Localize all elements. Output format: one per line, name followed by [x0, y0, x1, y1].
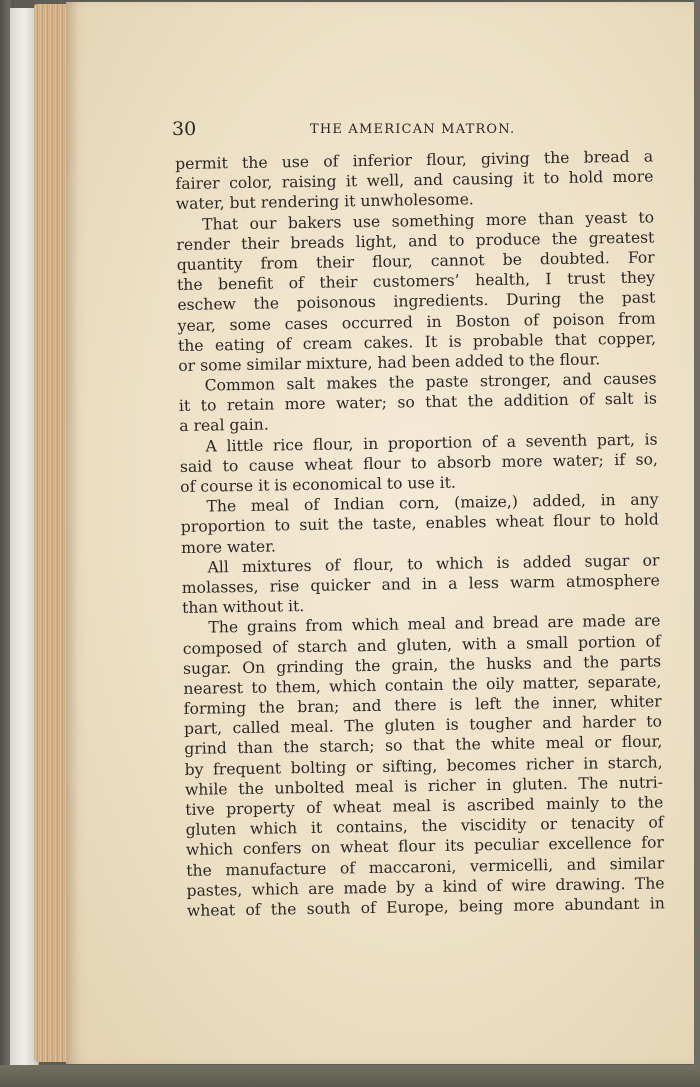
- text-line: quantity from their flour, cannot be doubted. For: [176, 248, 655, 274]
- text-line: Common salt makes the paste stronger, and causes: [204, 369, 657, 395]
- text-line: gluten which it contains, the viscidity or tenacity of: [185, 813, 664, 840]
- text-line: nearest to them, which contain the oily matter, separate,: [183, 672, 662, 698]
- cover-edge: [694, 0, 700, 1087]
- text-line: permit the use of inferior flour, giving the bread a: [175, 147, 654, 173]
- page-number: 30: [172, 118, 197, 140]
- text-line: wheat of the south of Europe, being more abundant in: [186, 894, 665, 920]
- text-line: forming the bran; and there is left the inner, whiter: [183, 692, 662, 718]
- text-line: of course it is economical to use it.: [180, 473, 457, 496]
- text-line: while the unbolted meal is richer in gluten. The nutri-: [184, 773, 664, 799]
- text-line: tive property of wheat meal is ascribed mainly to the: [185, 793, 664, 819]
- text-line: a real gain.: [179, 415, 269, 436]
- text-line: the manufacture of maccaroni, vermicelli, and similar: [186, 853, 665, 880]
- text-line: pastes, which are made by a kind of wire drawing. The: [186, 874, 665, 900]
- text-line: fairer color, raising it well, and causing it to hold more: [175, 167, 654, 194]
- text-line: it to retain more water; so that the addition of salt is: [178, 389, 658, 416]
- body-text: [175, 146, 665, 921]
- text-line: molasses, rise quicker and in a less warm atmosphere: [181, 571, 660, 597]
- text-line: year, some cases occurred in Boston of poison from: [177, 308, 656, 335]
- text-line: or some similar mixture, had been added to the flour.: [178, 350, 601, 375]
- text-line: A little rice flour, in proportion of a seventh part, is: [205, 430, 658, 456]
- text-line: than without it.: [181, 597, 305, 618]
- text-line: which confers on wheat flour its peculiar excellence for: [185, 833, 665, 860]
- text-line: more water.: [181, 537, 276, 557]
- running-title: THE AMERICAN MATRON.: [310, 122, 516, 137]
- text-line: part, called meal. The gluten is tougher and harder to: [183, 712, 663, 739]
- page-header: [172, 118, 650, 144]
- text-line: by frequent bolting or sifting, becomes richer in starch,: [184, 753, 663, 779]
- text-line: The meal of Indian corn, (maize,) added, in any: [206, 490, 659, 516]
- text-line: proportion to suit the taste, enables wheat flour to hold: [180, 510, 659, 537]
- text-line: The grains from which meal and bread are made are: [208, 611, 661, 637]
- cover-bottom: [0, 1065, 700, 1087]
- text-line: eschew the poisonous ingredients. During the past: [177, 288, 656, 315]
- text-line: All mixtures of flour, to which is added sugar or: [207, 551, 660, 577]
- text-line: the eating of cream cakes. It is probable that copper,: [177, 329, 657, 355]
- text-line: grind than the starch; so that the white meal or flour,: [184, 732, 663, 759]
- text-line: said to cause wheat flour to absorb more water; if so,: [179, 450, 658, 476]
- text-line: composed of starch and gluten, with a small portion of: [182, 631, 661, 658]
- text-line: the benefit of their customers’ health, I trust they: [176, 268, 656, 295]
- text-line: water, but rendering it unwholesome.: [175, 190, 474, 214]
- text-line: render their breads light, and to produce the greatest: [176, 228, 655, 254]
- text-line: That our bakers use something more than yeast to: [201, 208, 655, 234]
- text-line: sugar. On grinding the grain, the husks and the parts: [182, 652, 662, 678]
